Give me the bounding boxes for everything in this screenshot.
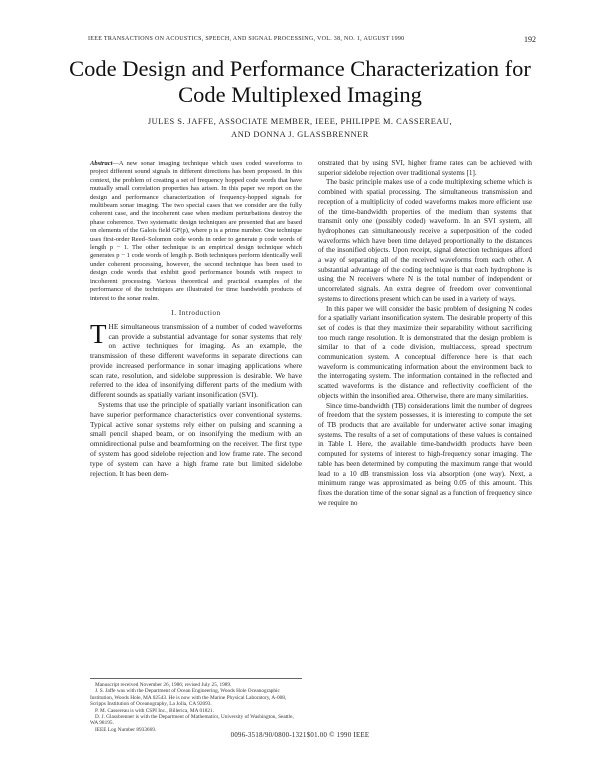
right-column <box>318 159 532 508</box>
left-column <box>90 160 302 478</box>
abstract-label: Abstract <box>90 160 113 167</box>
body-paragraph-1: onstrated that by using SVI, higher frame rates can be achieved with superior sidelobe rejection over traditional systems [1]. <box>318 159 532 177</box>
footnotes <box>90 678 302 733</box>
intro-paragraph-1-text: HE simultaneous transmission of a number of coded waveforms can provide a substantial advantage for sonar systems that rely on active techniques for imaging. As an example, the transmission of these different waveforms in separate directions can provide increased performance in sonar imaging applications where scan rate, resolution, and sidelobe suppression is desirable. We have referred to the idea of insonifying different parts of the medium with different sounds as spatially variant insonification (SVI). <box>90 321 302 400</box>
footnote-ieee-log: IEEE Log Number 8933669. <box>95 726 157 733</box>
abstract-text: —A new sonar imaging technique which uses coded waveforms to project different sound signals in different directions has been proposed. In this context, the problem of creating a set of frequency hopped code words that have mutually small correlation properties has arisen. In this paper we report on the design and performance characterization of frequency-hopped signals for multibeam sonar imaging. The two special cases that we consider are the fully coherent case, and the incoherent case when medium perturbations destroy the phase coherence. Two systematic design techniques are presented that are based on elements of the Galois field GF(p), where p is a prime number. One technique uses first-order Reed–Solomon code words in order to generate p code words of length p − 1. The other technique is an empirical design technique which generates p − 1 code words of length p. Both techniques perform identically well under coherent processing, however, the second technique has been used to design code words that exhibit good performance bounds with respect to incoherent processing. Various theoretical and practical examples of the performance of the techniques are illustrated for time bandwidth products of interest to the sonar realm. <box>90 160 302 302</box>
intro-paragraph-2: Systems that use the principle of spatially variant insonification can have superior performance characteristics over conventional systems. Typical active sonar systems rely either on pulsing and scanning a small pencil shaped beam, or on insonifying the medium with an omnidirectional pulse and beamforming on the receiver. The first type of system has good sidelobe rejection and low frame rate. The second type of system can have a high frame rate but limited sidelobe rejection. It has been dem- <box>90 400 302 478</box>
title-line-1: Code Design and Performance Characterization for <box>69 56 531 81</box>
footnote-affiliation-3: D. J. Glassbrenner is with the Department of Mathematics, University of Washington, Seattle, WA 98195. <box>90 714 294 727</box>
drop-cap: T <box>90 318 107 349</box>
body-paragraph-2: The basic principle makes use of a code multiplexing scheme which is combined with spatial processing. The simultaneous transmission and reception of a multiplicity of coded waveforms makes more efficient use of the time-bandwidth properties of the medium than systems that transmit only one (possibly coded) waveform. In an SVI system, all hydrophones can simultaneously receive a superposition of the coded waveforms which have been time delayed proportionally to the distances of the insonified objects. Upon receipt, signal detection techniques afford a way of separating all of the received waveforms from each other. A substantial advantage of the coding technique is that each hydrophone is using the N receivers where N is the total number of independent or uncorrelated signals. An extra degree of freedom over conventional systems to directions present which can be used in a variety of ways. <box>318 178 532 303</box>
copyright-line: 0096-3518/90/0800-1321$01.00 © 1990 IEEE <box>230 732 370 739</box>
running-header: IEEE TRANSACTIONS ON ACOUSTICS, SPEECH, AND SIGNAL PROCESSING, VOL. 38, NO. 1, AUGUST 1990 <box>88 36 405 42</box>
abstract <box>90 160 302 303</box>
body-paragraph-3: In this paper we will consider the basic problem of designing N codes for a spatially variant insonification system. The desirable property of this set of codes is that they maximize their separability without sacrificing too much range resolution. It is demonstrated that the design problem is similar to that of a code division, multiaccess, spread spectrum communication system. A conceptual difference here is that each waveform is communicating information about the environment back to the interrogating system. The information contained in the reflected and scatted waveforms is the distance and reflectivity coefficient of the objects within the insonified area. Otherwise, there are many similarities. <box>318 304 532 400</box>
section-heading-introduction: I. Introduction <box>171 308 221 317</box>
authors-line-1: JULES S. JAFFE, ASSOCIATE MEMBER, IEEE, PHILIPPE M. CASSEREAU, <box>147 117 453 126</box>
body-paragraph-4: Since time-bandwidth (TB) considerations limit the number of degrees of freedom that the system possesses, it is interesting to compute the set of TB products that are available for underwater active sonar imaging systems. The results of a set of computations of these values is contained in Table I. Here, the available time-bandwidth products have been computed for systems of interest to high-frequency sonar imaging. The table has been determined by computing the maximum range that would lead to a 10 dB transmission loss via absorption (one way). Next, a minimum range was approximated as being 0.05 of this amount. This fixes the duration time of the sonar signal as a function of frequency since we require no <box>318 401 532 507</box>
authors-line-2: AND DONNA J. GLASSBRENNER <box>231 130 369 139</box>
intro-paragraph-1 <box>90 318 302 400</box>
author-list <box>60 115 540 141</box>
footnote-affiliation-1: J. S. Jaffe was with the Department of Ocean Engineering, Woods Hole Oceanographic Institution, Woods Hole, MA 02543. He is now with the Marine Physical Laboratory, A-008, Scripps Institution of Oceanography, La Jolla, CA 92093. <box>90 688 287 708</box>
footnote-received: Manuscript received November 26, 1986; revised July 25, 1989. <box>95 682 232 688</box>
title-line-2: Code Multiplexed Imaging <box>178 82 422 107</box>
page-number: 192 <box>524 35 536 44</box>
footnote-affiliation-2: P. M. Cassereau is with CSPI Inc., Billerica, MA 01821. <box>95 707 215 714</box>
paper-title <box>60 56 540 108</box>
